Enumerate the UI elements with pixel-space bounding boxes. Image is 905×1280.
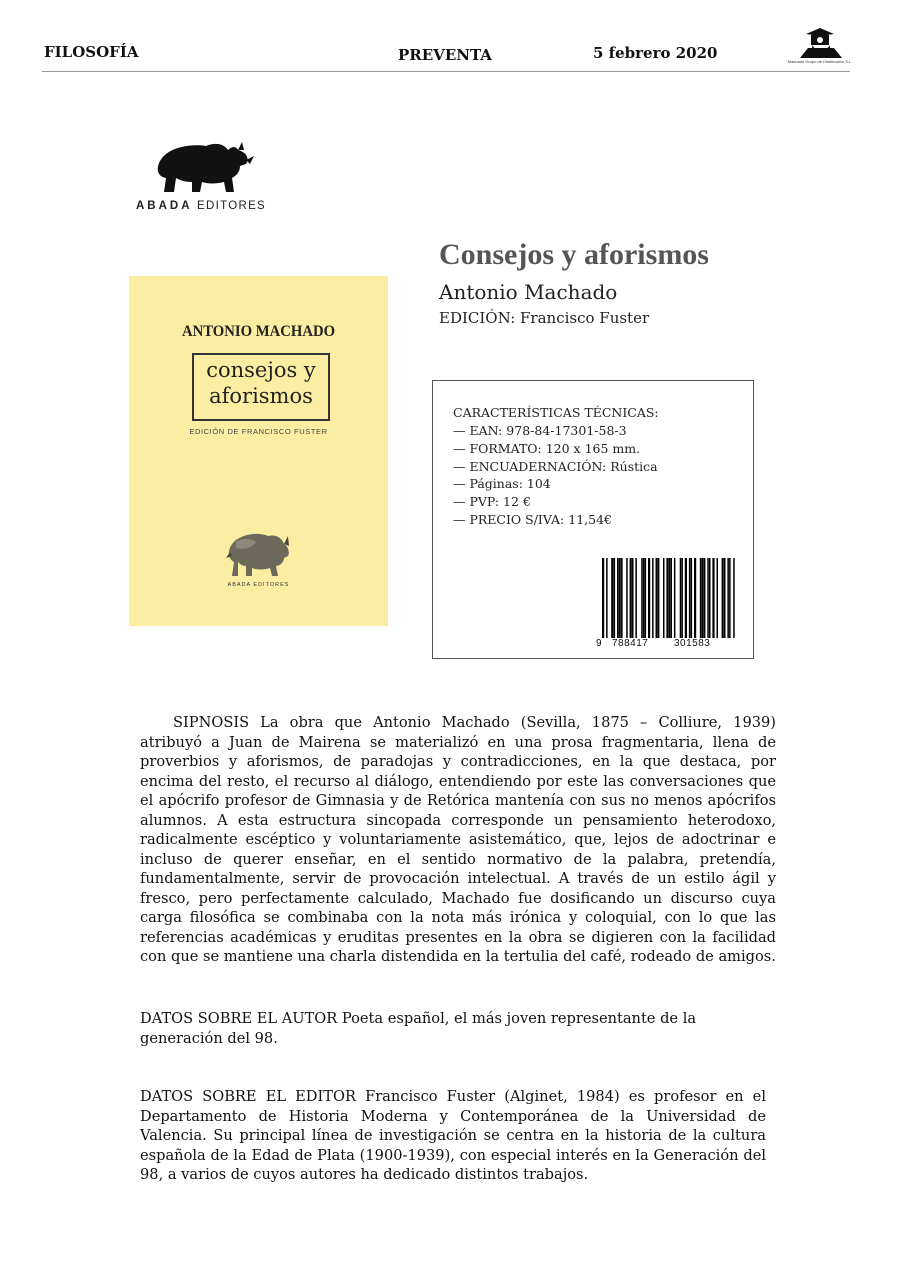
spec-price-no-vat: — PRECIO S/IVA: 11,54€ <box>453 511 612 527</box>
book-edition: EDICIÓN: Francisco Fuster <box>439 309 650 327</box>
barcode-digit-first: 9 <box>596 638 603 649</box>
barcode-bar <box>729 558 731 638</box>
author-section <box>140 1009 756 1048</box>
barcode-bar <box>733 558 735 638</box>
date-label: 5 febrero 2020 <box>593 44 718 62</box>
barcode-bar <box>709 558 711 638</box>
publisher-name-prefix: ABADA <box>136 200 193 212</box>
distributor-logo <box>786 24 854 68</box>
header-divider <box>42 71 850 72</box>
barcode-bar <box>681 558 683 638</box>
barcode-digits-right: 301583 <box>674 638 711 649</box>
cover-title-line1: consejos y <box>206 358 316 382</box>
barcode-bar <box>689 558 691 638</box>
book-author: Antonio Machado <box>439 280 618 304</box>
barcode-digits-left: 788417 <box>612 638 649 649</box>
barcode-bar <box>712 558 714 638</box>
barcode-bar <box>657 558 659 638</box>
barcode-bar <box>614 558 616 638</box>
barcode-bar <box>606 558 608 638</box>
cover-title-box <box>192 353 330 421</box>
publisher-name <box>136 200 267 212</box>
spec-binding: — ENCUADERNACIÓN: Rústica <box>453 458 658 474</box>
hat-figure-icon <box>786 24 854 60</box>
barcode-bar <box>666 558 668 638</box>
barcode-bar <box>648 558 650 638</box>
barcode-bars <box>596 558 736 638</box>
barcode-bar <box>669 558 671 638</box>
publisher-logo <box>136 140 267 216</box>
barcode-bar <box>602 558 604 638</box>
barcode-bar <box>635 558 637 638</box>
cover-title-line2: aforismos <box>209 384 313 408</box>
barcode-bar <box>630 558 632 638</box>
spec-pages: — Páginas: 104 <box>453 476 551 492</box>
barcode-bar <box>703 558 705 638</box>
barcode-bar <box>617 558 619 638</box>
barcode-bar <box>620 558 622 638</box>
barcode-bar <box>707 558 709 638</box>
publisher-name-suffix: EDITORES <box>197 200 267 212</box>
barcode-bar <box>611 558 613 638</box>
barcode-bar <box>619 558 621 638</box>
barcode-bar <box>694 558 696 638</box>
cover-publisher: ABADA EDITORES <box>227 582 290 588</box>
editor-section <box>140 1087 766 1185</box>
barcode-bar <box>626 558 628 638</box>
category-label: FILOSOFÍA <box>44 43 139 61</box>
barcode-bar <box>717 558 719 638</box>
rhino-icon <box>136 140 262 198</box>
status-label: PREVENTA <box>398 46 492 64</box>
barcode-bar <box>674 558 676 638</box>
synopsis-section <box>140 713 776 967</box>
spec-pvp: — PVP: 12 € <box>453 494 531 510</box>
barcode-bar <box>680 558 682 638</box>
barcode <box>596 558 736 650</box>
barcode-bar <box>652 558 654 638</box>
barcode-bar <box>663 558 665 638</box>
barcode-bar <box>727 558 729 638</box>
cover-author: ANTONIO MACHADO <box>181 323 336 340</box>
specs-title: CARACTERÍSTICAS TÉCNICAS: <box>453 405 659 420</box>
barcode-bar <box>632 558 634 638</box>
synopsis-text: SIPNOSIS La obra que Antonio Machado (Sevilla, 1875 – Colliure, 1939) atribuyó a Juan de Mairena se materializó en una prosa fragmentaria, llena de proverbios y aforismos, de paradojas y contradicciones, en la que destaca, por encima del resto, el recurso al diálogo, entendiendo por este las conversaciones que el apócrifo profesor de Gimnasia y de Retórica mantenía con sus no menos apócrifos alumnos. A esta estructura sincopada corresponde un pensamiento heterodoxo, radicalmente escéptico y voluntariamente asistemático, que, lejos de adoctrinar e incluso de querer enseñar, en el sentido normativo de la palabra, pretendía, fundamentalmente, servir de provocación intelectual. A través de un estilo ágil y fresco, pero perfectamente calculado, Machado fue dosificando un discurso cuya carga filosófica se combinaba con la nota más irónica y coloquial, con lo que las referencias académicas y eruditas presentes en la obra se digieren con la facilidad con que se mantiene una charla distendida en la tertulia del café, rodeado de amigos. <box>140 714 776 965</box>
barcode-bar <box>656 558 658 638</box>
cover-rhino-icon <box>222 528 294 582</box>
barcode-bar <box>702 558 704 638</box>
barcode-bar <box>724 558 726 638</box>
spec-ean: — EAN: 978-84-17301-58-3 <box>453 423 627 438</box>
barcode-bar <box>691 558 693 638</box>
barcode-bar <box>722 558 724 638</box>
distributor-caption: Machado Grupo de Distribución S.L. <box>787 59 853 64</box>
editor-info-text: DATOS SOBRE EL EDITOR Francisco Fuster (Alginet, 1984) es profesor en el Departamento de Historia Moderna y Contemporánea de la Universidad de Valencia. Su principal línea de investigación se centra en la historia de la cultura española de la Edad de Plata (1900-1939), con especial interés en la Generación del 98, a varios de cuyos autores ha dedicado distintos trabajos. <box>140 1088 766 1183</box>
specs-list <box>453 422 658 529</box>
author-info-text: DATOS SOBRE EL AUTOR Poeta español, el más joven representante de la generación del 98. <box>140 1010 697 1047</box>
barcode-bar <box>700 558 702 638</box>
barcode-bar <box>643 558 645 638</box>
barcode-bar <box>645 558 647 638</box>
book-cover <box>129 276 388 626</box>
cover-edition: EDICIÓN DE FRANCISCO FUSTER <box>189 427 328 436</box>
spec-format: — FORMATO: 120 x 165 mm. <box>453 440 641 456</box>
book-title: Consejos y aforismos <box>439 238 709 271</box>
barcode-bar <box>671 558 673 638</box>
barcode-bar <box>685 558 687 638</box>
barcode-bar <box>641 558 643 638</box>
